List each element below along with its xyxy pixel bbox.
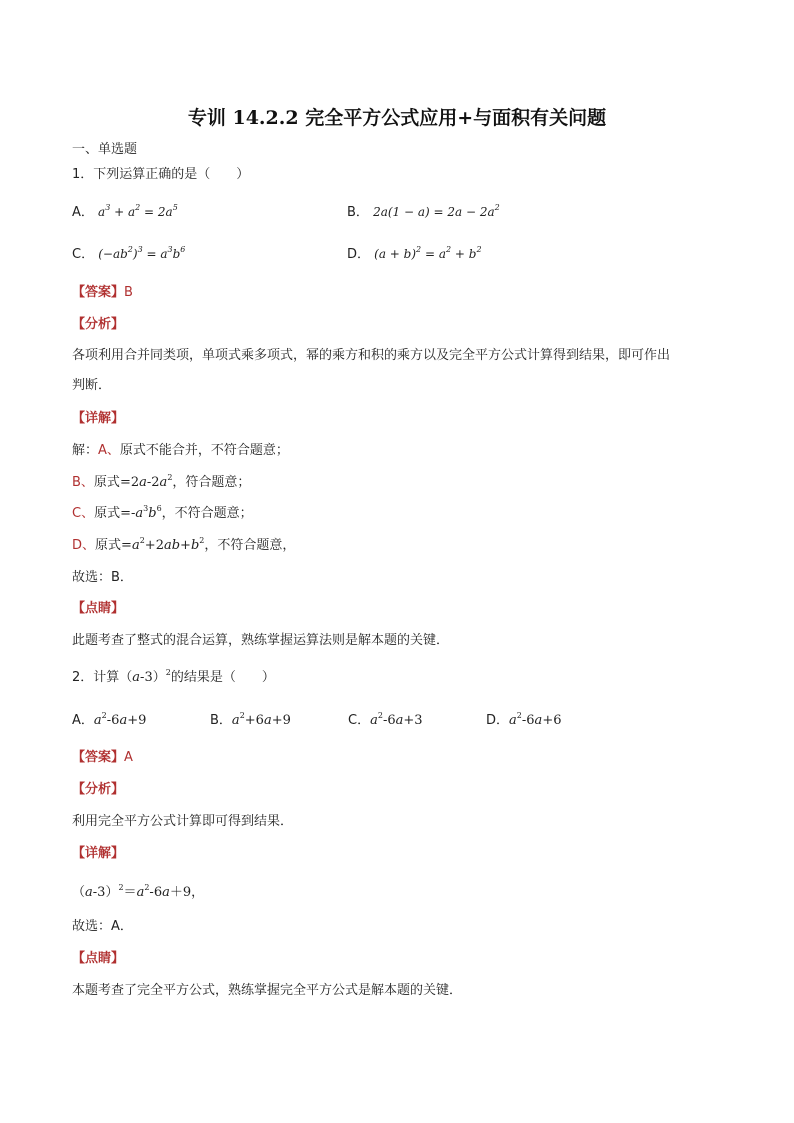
q2-choose: 故选：A． [72,919,133,934]
q1-analysis-line2: 判断． [72,378,112,393]
q2-stem: 2．计算$(a-3)^2$的结果是（ ） [72,668,275,685]
q2-option-a: A．$a^2-6a+9$ [72,711,147,728]
q1-analysis-label: 【分析】 [72,317,125,332]
q1-comment-label: 【点睛】 [72,601,125,616]
q2-analysis: 利用完全平方公式计算即可得到结果． [72,814,294,829]
q1-option-b: B． $2a(1 - a) = 2a - 2a^2$ [347,203,500,220]
q1-answer: 【答案】B [72,285,133,300]
section-heading: 一、单选题 [72,142,138,157]
q1-comment: 此题考查了整式的混合运算，熟练掌握运算法则是解本题的关键． [72,633,450,648]
q1-analysis-line1: 各项利用合并同类项，单项式乘多项式，幂的乘方和积的乘方以及完全平方公式计算得到结果，即可作出 [72,348,671,363]
q1-stem: 1．下列运算正确的是（ ） [72,167,250,182]
q1-detail-a: 解：A、原式不能合并，不符合题意； [72,443,289,458]
q1-option-d: D． $(a + b)^2 = a^2 + b^2$ [347,245,482,262]
q1-detail-d: D、原式$=a^2+2ab+b^2$，不符合题意， [72,536,296,553]
q1-option-c: C． $(-ab^2)^3 = a^3b^6$ [72,245,186,262]
q2-answer: 【答案】A [72,750,133,765]
q1-detail-b: B、原式$=2a-2a^2$，符合题意； [72,473,251,490]
q2-comment-label: 【点睛】 [72,951,125,966]
q1-detail-c: C、原式$=-a^3b^6$，不符合题意； [72,504,253,521]
q2-detail-label: 【详解】 [72,846,125,861]
q2-option-d: D．$a^2-6a+6$ [486,711,562,728]
q2-comment: 本题考查了完全平方公式，熟练掌握完全平方公式是解本题的关键． [72,983,463,998]
q2-analysis-label: 【分析】 [72,782,125,797]
q2-option-b: B．$a^2+6a+9$ [210,711,291,728]
page-title: 专训 14.2.2 完全平方公式应用+与面积有关问题 [187,107,607,129]
q1-option-a: A． $a^3 + a^2 = 2a^5$ [72,203,178,220]
q2-option-c: C．$a^2-6a+3$ [348,711,423,728]
q1-choose: 故选：B． [72,570,133,585]
q2-detail: $(a-3)^2=a^2-6a+9$， [72,883,205,900]
q1-detail-label: 【详解】 [72,411,125,426]
